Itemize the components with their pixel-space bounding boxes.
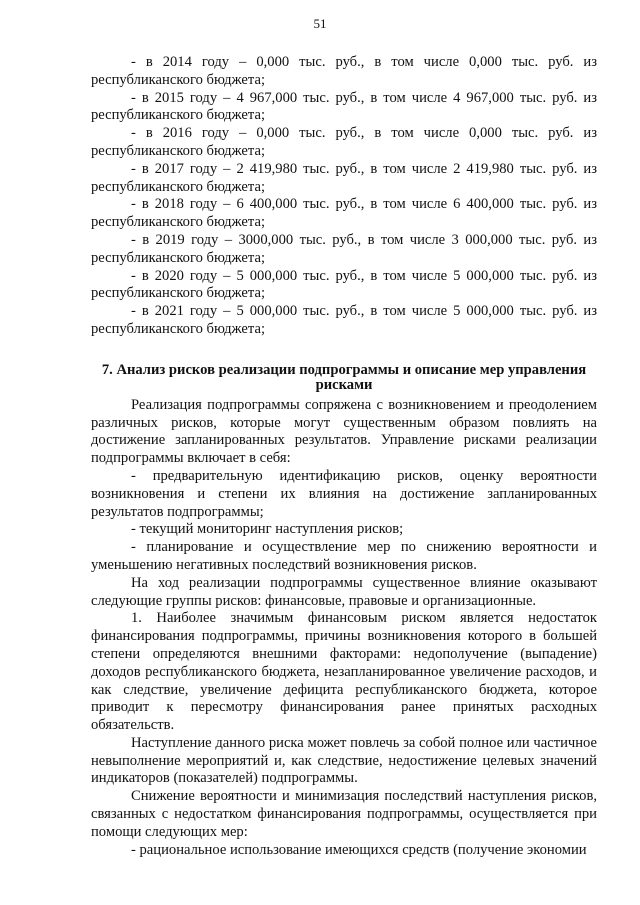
- section-heading: 7. Анализ рисков реализации подпрограммы и описание мер управления рисками: [101, 361, 587, 393]
- paragraph-risk-groups: На ход реализации подпрограммы существенное влияние оказывают следующие группы рисков: финансовые, правовые и организационные.: [91, 574, 597, 609]
- list-item-rational-use: - рациональное использование имеющихся средств (получение экономии: [131, 841, 587, 858]
- page-number: 51: [313, 16, 327, 31]
- budget-item-2021: - в 2021 году – 5 000,000 тыс. руб., в том числе 5 000,000 тыс. руб. из республиканского бюджета;: [91, 303, 597, 337]
- budget-item-2016: - в 2016 году – 0,000 тыс. руб., в том числе 0,000 тыс. руб. из республиканского бюджета;: [91, 125, 597, 159]
- list-item-identification: - предварительную идентификацию рисков, оценку вероятности возникновения и степени их влияния на достижение запланированных результатов подпрограммы;: [91, 467, 597, 520]
- list-item-monitoring: - текущий мониторинг наступления рисков;: [131, 521, 404, 538]
- paragraph-risk-consequence: Наступление данного риска может повлечь за собой полное или частичное невыполнение мероприятий и, как следствие, недостижение целевых значений индикаторов (показателей) подпрограммы.: [91, 734, 597, 787]
- page-content: [91, 54, 597, 859]
- paragraph-risk-mitigation: Снижение вероятности и минимизация последствий наступления рисков, связанных с недостатком финансирования подпрограммы, осуществляется при помощи следующих мер:: [91, 788, 597, 840]
- budget-item-2018: - в 2018 году – 6 400,000 тыс. руб., в том числе 6 400,000 тыс. руб. из республиканского бюджета;: [91, 196, 597, 231]
- budget-item-2020: - в 2020 году – 5 000,000 тыс. руб., в том числе 5 000,000 тыс. руб. из республиканского бюджета;: [91, 267, 597, 302]
- paragraph-financial-risk: 1. Наиболее значимым финансовым риском является недостаток финансирования подпрограммы, причины возникновения которого в большей степени определяются внешними факторами: недополучение (выпадение) доходов республиканского бюджета, незапланированное увеличение расходов, и как следствие, увеличение дефицита республиканского бюджета, которое приводит к пересмотру финансирования ранее принятых расходных обязательств.: [91, 610, 597, 734]
- paragraph-intro: Реализация подпрограммы сопряжена с возникновением и преодолением различных рисков, которые могут существенным образом повлиять на достижение запланированных результатов. Управление рисками реализации подпрограммы включает в себя:: [91, 396, 597, 467]
- list-item-planning: - планирование и осуществление мер по снижению вероятности и уменьшению негативных последствий возникновения рисков.: [91, 539, 597, 573]
- budget-list: [91, 54, 597, 339]
- budget-item-2015: - в 2015 году – 4 967,000 тыс. руб., в том числе 4 967,000 тыс. руб. из республиканского бюджета;: [91, 89, 597, 124]
- budget-item-2017: - в 2017 году – 2 419,980 тыс. руб., в том числе 2 419,980 тыс. руб. из республиканского бюджета;: [91, 160, 597, 195]
- section-body: [91, 397, 597, 860]
- budget-item-2019: - в 2019 году – 3000,000 тыс. руб., в том числе 3 000,000 тыс. руб. из республиканского бюджета;: [91, 231, 597, 266]
- budget-item-2014: - в 2014 году – 0,000 тыс. руб., в том числе 0,000 тыс. руб. из республиканского бюджета;: [91, 54, 597, 88]
